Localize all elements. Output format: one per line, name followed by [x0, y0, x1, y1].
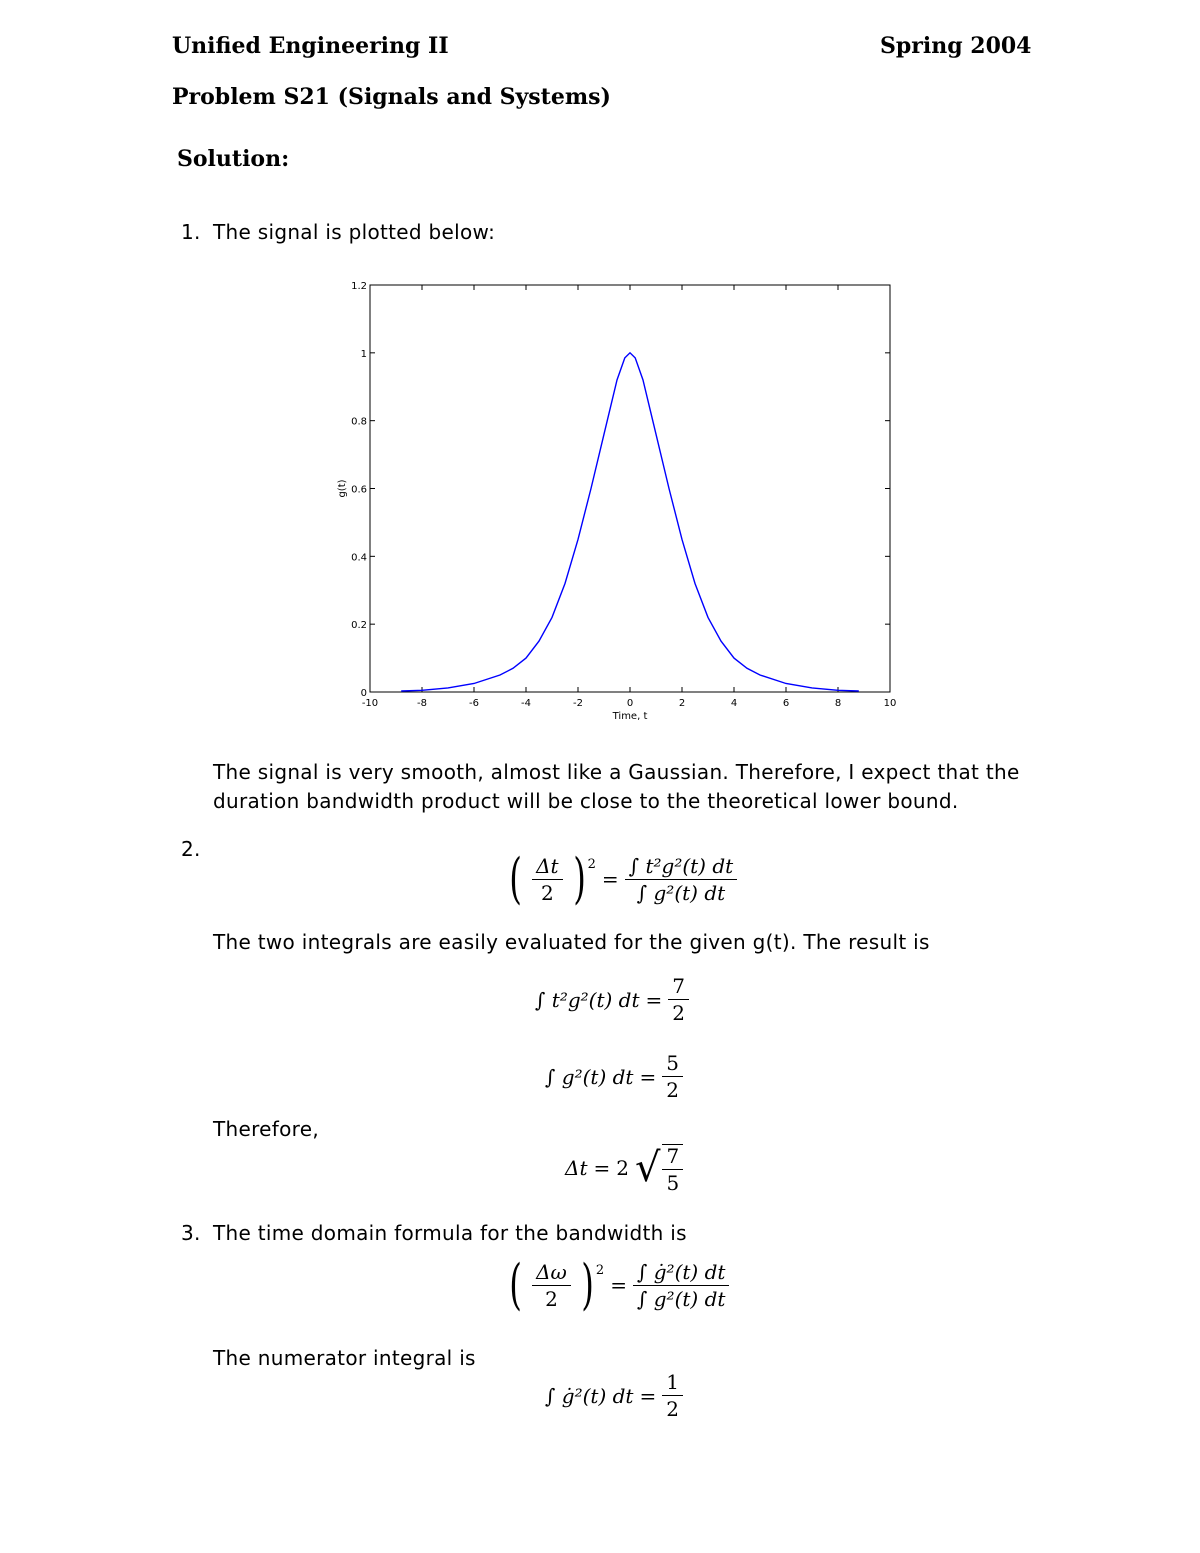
y-axis-label: g(t): [337, 479, 348, 498]
seven: 7: [662, 1145, 683, 1170]
x-tick-label: 2: [678, 698, 686, 709]
two: 2: [666, 1397, 679, 1421]
x-tick-label: 0: [626, 698, 634, 709]
paragraph-2: The two integrals are easily evaluated for the given g(t). The result is: [213, 930, 930, 954]
sqrt-sign: √: [634, 1145, 661, 1191]
square-exponent: 2: [595, 1262, 605, 1278]
item-number-2: 2.: [181, 837, 201, 861]
integral-gdot2: ∫ ġ²(t) dt: [545, 1383, 634, 1408]
denominator-integral: ∫ g²(t) dt: [636, 1286, 726, 1311]
x-tick-label: -6: [469, 698, 479, 709]
term: Spring 2004: [880, 33, 1032, 59]
paragraph-1-line-1: The signal is very smooth, almost like a Gaussian. Therefore, I expect that the: [213, 760, 1020, 784]
course-title: Unified Engineering II: [172, 33, 449, 59]
solution-heading: Solution:: [177, 146, 290, 172]
denominator-two: 2: [545, 1286, 558, 1311]
integral-g2: ∫ g²(t) dt: [545, 1064, 634, 1089]
x-tick-label: -8: [417, 698, 427, 709]
square-exponent: 2: [587, 856, 596, 872]
item-number-1: 1.: [181, 220, 201, 244]
two: 2: [672, 1001, 685, 1025]
paragraph-1-line-2: duration bandwidth product will be close to the theoretical lower bound.: [213, 789, 959, 813]
delta-t: Δt: [565, 1156, 588, 1180]
bandwidth-equation: ( $\frac{\Delta\omega}{2}$ ) $^2$ = $\frac{\text{∫ ġ²(t) dt}}{\text{∫ g²(t) dt}}$: [505, 1258, 729, 1312]
duration-equation: ( $\frac{\Delta t}{2}$ ) $^2$ = $\frac{\text{∫ t²g²(t) dt}}{\text{∫ g²(t) dt}}$: [505, 852, 737, 906]
integral-3-equation: ∫ ġ²(t) dt = $\frac{1}{2}$: [545, 1371, 683, 1420]
signal-line: [401, 353, 859, 691]
plot-frame: [370, 285, 890, 692]
y-tick-label: 0.2: [351, 620, 367, 632]
numerator-integral: ∫ ġ²(t) dt: [633, 1261, 729, 1286]
y-tick-label: 1: [360, 348, 367, 360]
delta-t-result: Δt = 2 √ $\frac{7}{5}$: [565, 1142, 683, 1194]
x-tick-label: 4: [730, 698, 738, 709]
x-tick-label: 6: [782, 698, 790, 709]
y-tick-label: 0.8: [351, 416, 367, 428]
denominator-two: 2: [540, 880, 554, 905]
x-tick-label: 8: [834, 698, 842, 709]
y-tick-label: 1.2: [351, 281, 367, 292]
y-tick-label: 0.4: [351, 552, 367, 564]
y-tick-label: 0.6: [351, 484, 367, 496]
numerator-integral: ∫ t²g²(t) dt: [625, 855, 738, 880]
therefore-text: Therefore,: [213, 1117, 320, 1141]
numerator-text: The numerator integral is: [213, 1346, 476, 1370]
integral-1-equation: ∫ t²g²(t) dt = $\frac{7}{2}$: [535, 975, 689, 1024]
x-tick-label: -2: [573, 698, 583, 709]
item-text-1: The signal is plotted below:: [213, 220, 496, 244]
delta-omega: Δω: [532, 1261, 571, 1286]
x-axis-label: Time, t: [612, 711, 648, 722]
two: 2: [666, 1078, 679, 1102]
x-tick-label: -4: [521, 698, 531, 709]
problem-title: Problem S21 (Signals and Systems): [172, 84, 611, 110]
coefficient-two: 2: [616, 1156, 629, 1180]
x-tick-label: 10: [883, 698, 897, 709]
signal-plot: [330, 270, 910, 730]
integral-2-equation: ∫ g²(t) dt = $\frac{5}{2}$: [545, 1052, 683, 1101]
five: 5: [666, 1171, 680, 1195]
five: 5: [662, 1052, 683, 1077]
integral-t2g2: ∫ t²g²(t) dt: [535, 987, 640, 1012]
item-text-3: The time domain formula for the bandwidth is: [213, 1221, 687, 1245]
x-tick-label: -10: [361, 698, 379, 709]
y-tick-label: 0: [360, 688, 367, 699]
delta-t: Δt: [532, 855, 562, 880]
denominator-integral: ∫ g²(t) dt: [636, 880, 726, 905]
item-number-3: 3.: [181, 1221, 201, 1245]
one: 1: [662, 1371, 683, 1396]
seven: 7: [668, 975, 689, 1000]
